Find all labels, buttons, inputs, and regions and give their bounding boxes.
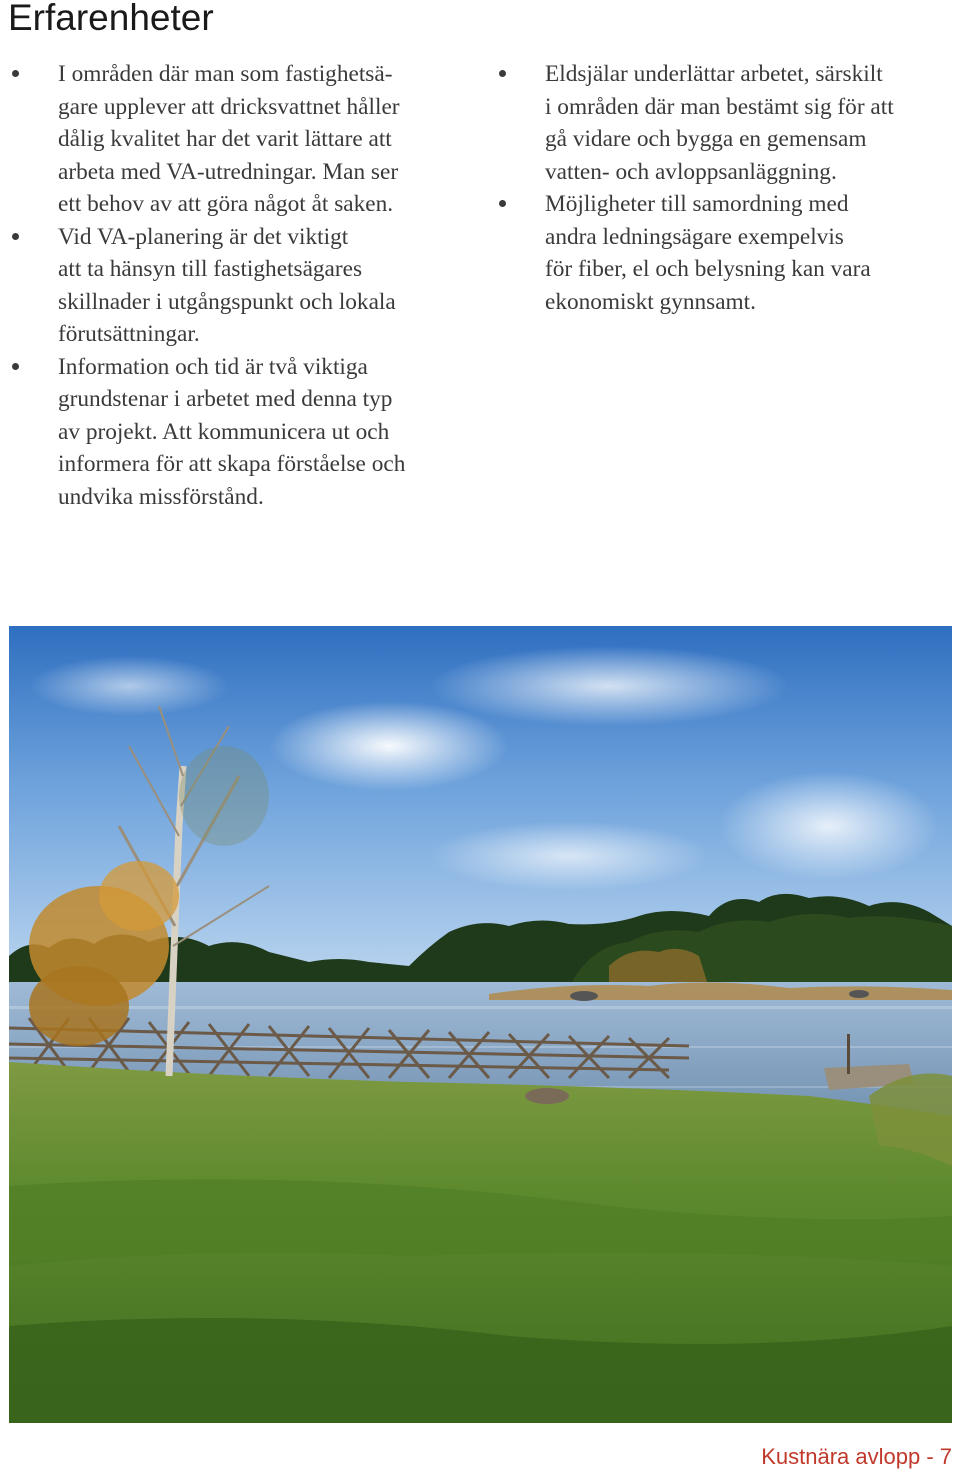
text-line: informera för att skapa förståelse och [58,451,406,477]
cloud [29,656,229,716]
text-line: skillnader i utgångspunkt och lokala [58,288,396,315]
text-line: Information och tid är två viktiga [58,353,368,380]
bullet-icon [499,70,506,77]
list-item [8,58,478,221]
bullet-icon [12,363,19,370]
text-line: Möjligheter till samordning med [545,191,849,217]
lake-landscape-photo [9,626,952,1423]
rock [849,990,869,998]
cloud [269,701,509,791]
cloud [429,821,709,891]
text-line: gare upplever att dricksvattnet håller [58,93,400,120]
bullet-icon [12,233,19,240]
text-line: Vid VA-planering är det viktigt [58,223,349,250]
text-line: dålig kvalitet har det varit lättare att [58,126,392,152]
bullet-icon [12,70,19,77]
text-line: vatten- och avloppsanläggning. [545,158,837,185]
list-item [495,58,957,188]
list-item [8,221,478,351]
text-line: för fiber, el och belysning kan vara [545,256,871,282]
text-line: gå vidare och bygga en gemensam [545,126,867,152]
stump [525,1088,569,1104]
text-line: ekonomiskt gynnsamt. [545,288,756,315]
text-line: Eldsjälar underlättar arbetet, särskilt [545,61,883,87]
rock [570,991,598,1001]
cloud [429,646,789,726]
text-line: av projekt. Att kommunicera ut och [58,418,390,445]
text-line: arbeta med VA-utredningar. Man ser [58,158,399,185]
page-title: Erfarenheter [8,0,214,38]
text-line: I områden där man som fastighetsä- [58,61,393,87]
bullet-icon [499,200,506,207]
text-line: grundstenar i arbetet med denna typ [58,386,393,412]
page-footer: Kustnära avlopp - 7 [761,1444,952,1469]
left-bullet-list [8,58,478,513]
text-line: ett behov av att göra något åt saken. [58,191,394,217]
right-bullet-list [495,58,957,318]
text-line: i områden där man bestämt sig för att [545,93,894,120]
list-item [8,351,478,514]
text-line: förutsättningar. [58,321,200,347]
list-item [495,188,957,318]
text-line: att ta hänsyn till fastighetsägares [58,256,363,282]
text-line: undvika missförstånd. [58,483,264,510]
cloud [719,771,939,881]
text-line: andra ledningsägare exempelvis [545,223,844,250]
